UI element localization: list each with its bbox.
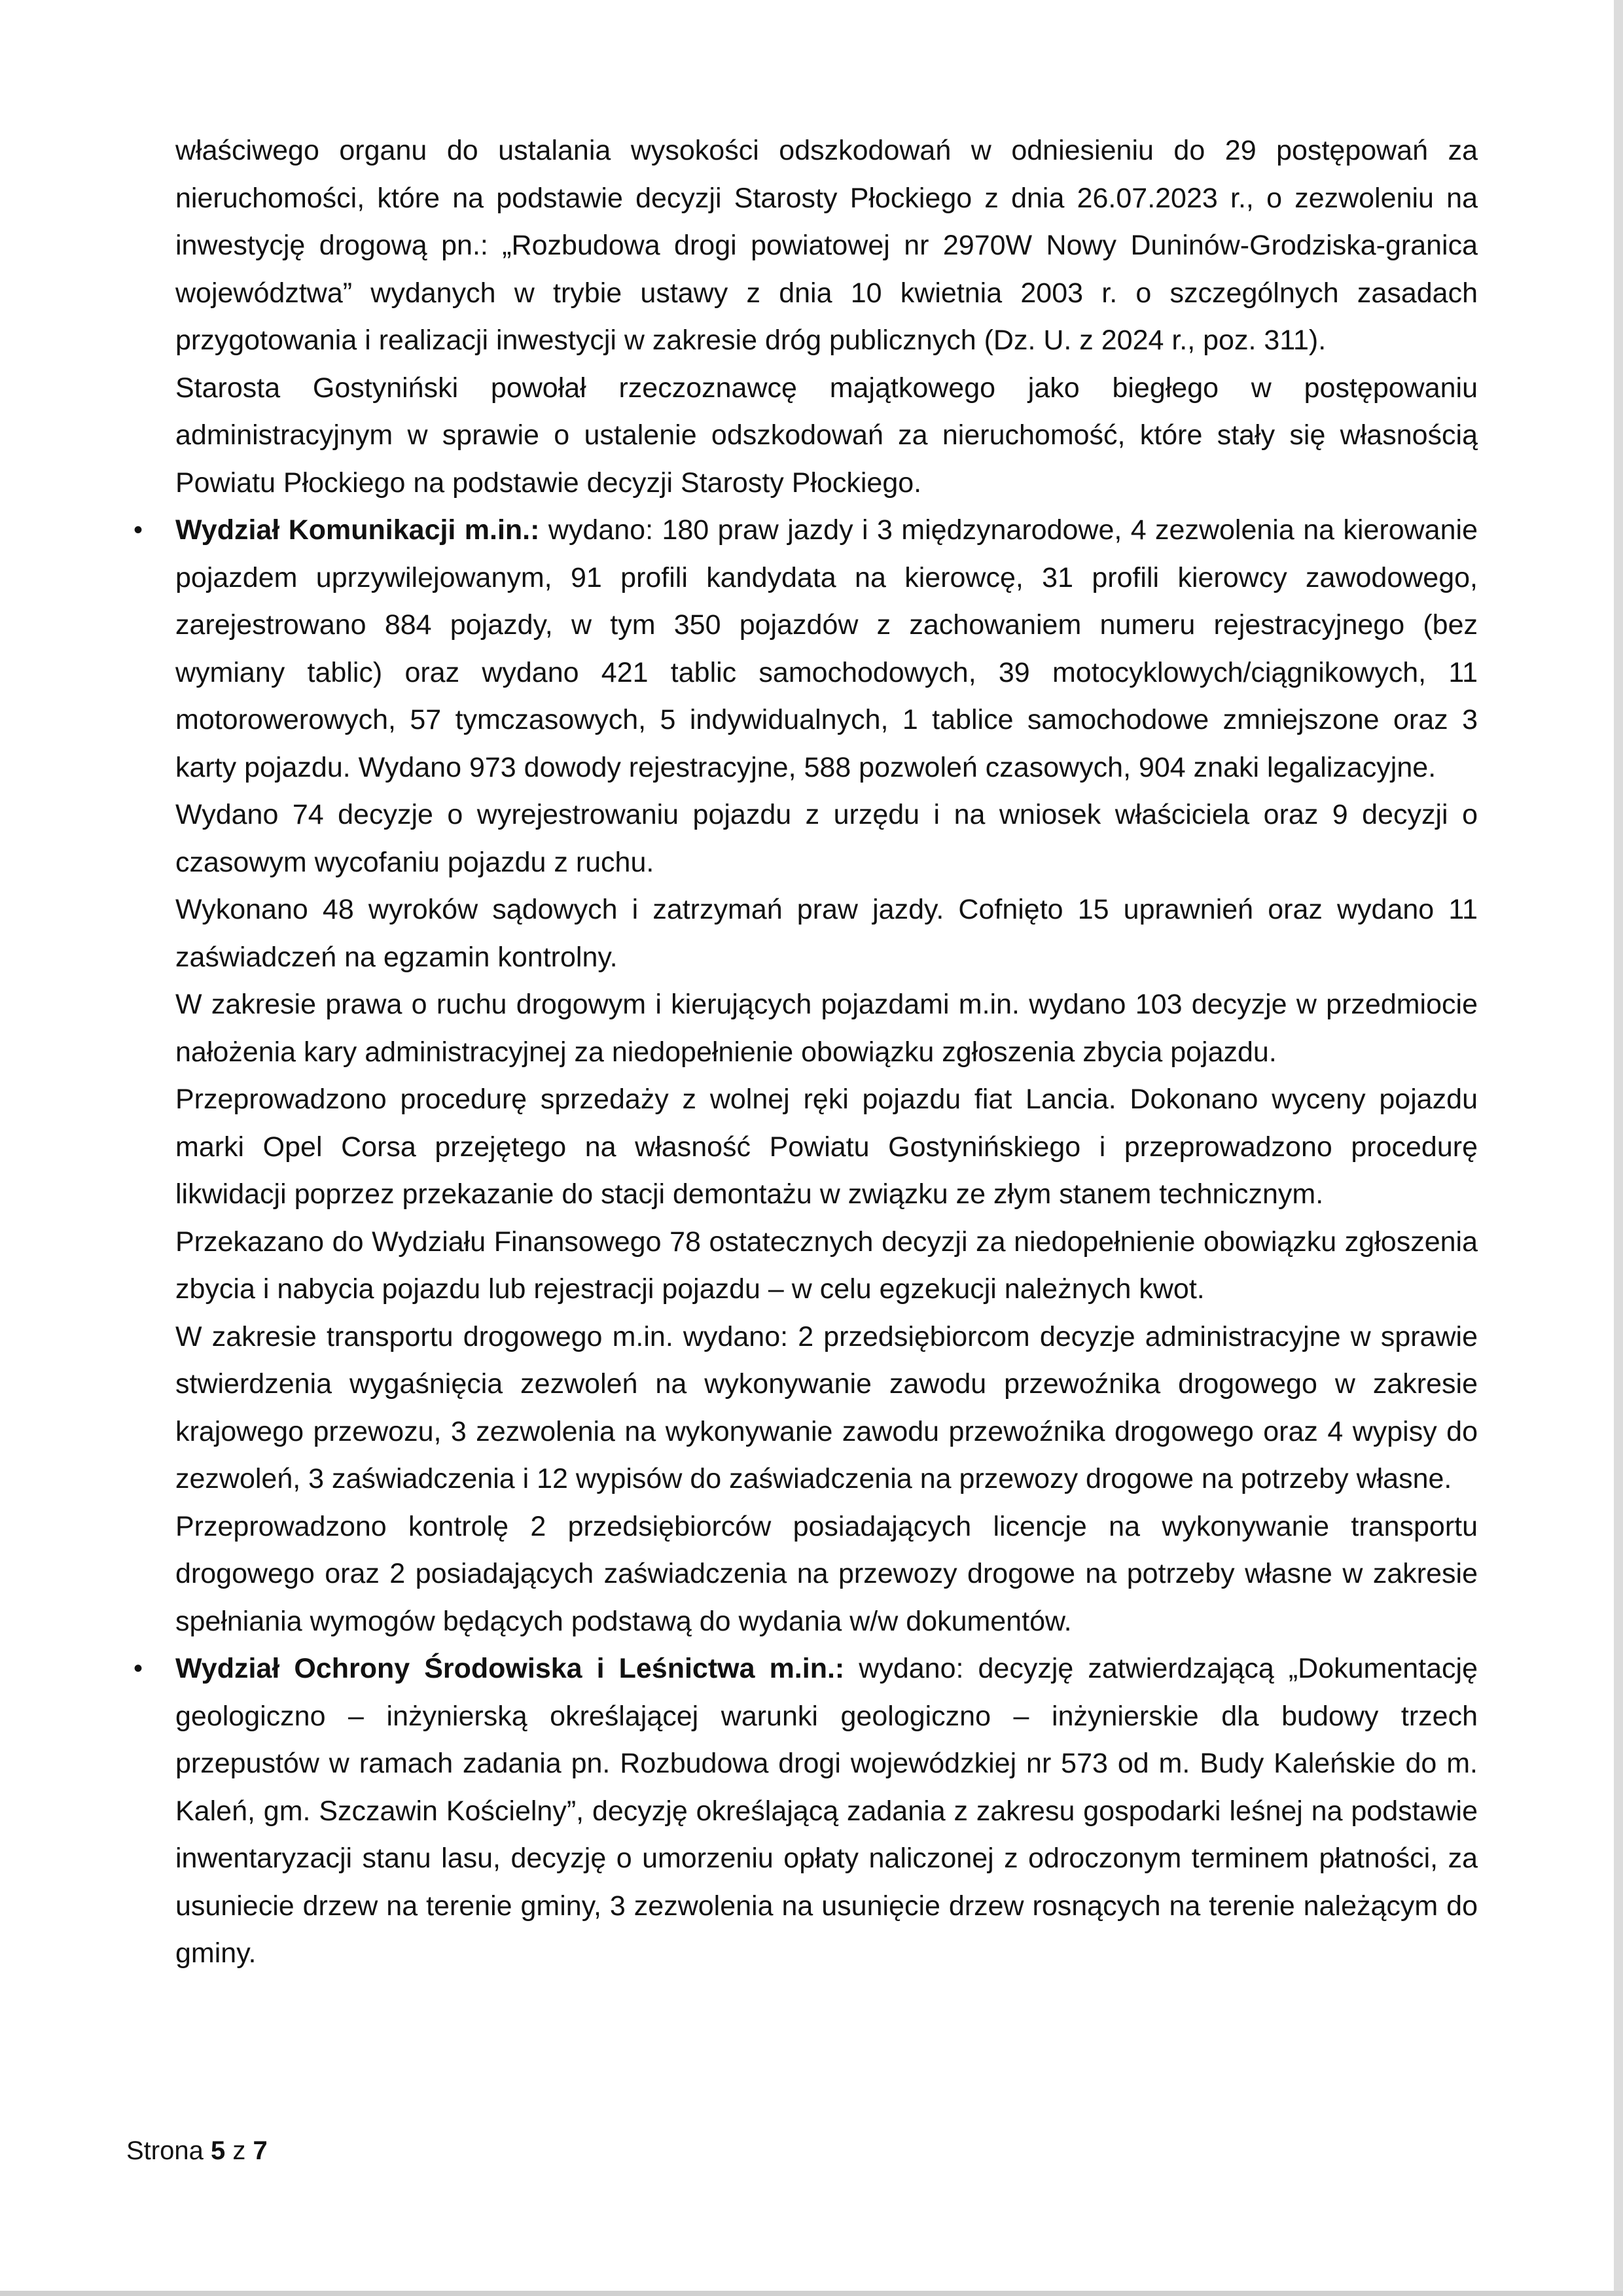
page-separator: z	[232, 2136, 246, 2165]
page-bottom-edge	[0, 2291, 1623, 2296]
ochrona-paragraph-1	[175, 1645, 1478, 1977]
komunikacja-paragraph-2: Wydano 74 decyzje o wyrejestrowaniu pojazdu z urzędu i na wniosek właściciela oraz 9 decyzji o czasowym wycofaniu pojazdu z ruchu.	[175, 799, 1478, 878]
komunikacja-paragraph-8: Przeprowadzono kontrolę 2 przedsiębiorców posiadających licencje na wykonywanie transportu drogowego oraz 2 posiadających zaświadczenia na przewozy drogowe na potrzeby własne w zakresie spełniania wymogów będących podstawą do wydania w/w dokumentów.	[175, 1510, 1478, 1637]
page-total: 7	[253, 2136, 268, 2165]
intro-paragraph-1: właściwego organu do ustalania wysokości odszkodowań w odniesieniu do 29 postępowań za nieruchomości, które na podstawie decyzji Starosty Płockiego z dnia 26.07.2023 r., o zezwoleniu na inwestycję drogową pn.: „Rozbudowa drogi powiatowej nr 2970W Nowy Duninów-Grodziska-granica województwa” wydanych w trybie ustawy z dnia 10 kwietnia 2003 r. o szczególnych zasadach przygotowania i realizacji inwestycji w zakresie dróg publicznych (Dz. U. z 2024 r., poz. 311).	[175, 135, 1478, 356]
komunikacja-paragraph-6: Przekazano do Wydziału Finansowego 78 ostatecznych decyzji za niedopełnienie obowiązku zgłoszenia zbycia i nabycia pojazdu lub rejestracji pojazdu – w celu egzekucji należnych kwot.	[175, 1226, 1478, 1305]
bullet-icon: •	[133, 516, 143, 544]
komunikacja-paragraph-5: Przeprowadzono procedurę sprzedaży z wolnej ręki pojazdu fiat Lancia. Dokonano wyceny pojazdu marki Opel Corsa przejętego na własność Powiatu Gostynińskiego i przeprowadzono procedurę likwidacji poprzez przekazanie do stacji demontażu w związku ze złym stanem technicznym.	[175, 1084, 1478, 1210]
section-ochrona-srodowiska	[133, 1645, 1478, 1977]
komunikacja-paragraph-4: W zakresie prawa o ruchu drogowym i kierujących pojazdami m.in. wydano 103 decyzje w przedmiocie nałożenia kary administracyjnej za niedopełnienie obowiązku zgłoszenia zbycia pojazdu.	[175, 989, 1478, 1068]
komunikacja-heading: Wydział Komunikacji m.in.:	[175, 514, 540, 546]
komunikacja-paragraph-3: Wykonano 48 wyroków sądowych i zatrzymań praw jazdy. Cofnięto 15 uprawnień oraz wydano 11 zaświadczeń na egzamin kontrolny.	[175, 894, 1478, 973]
intro-paragraph-2: Starosta Gostyniński powołał rzeczoznawcę majątkowego jako biegłego w postępowaniu administracyjnym w sprawie o ustalenie odszkodowań za nieruchomość, które stały się własnością Powiatu Płockiego na podstawie decyzji Starosty Płockiego.	[175, 372, 1478, 499]
page-number-footer	[126, 2134, 268, 2167]
page-edge-shadow	[1614, 0, 1623, 2296]
komunikacja-text-1: wydano: 180 praw jazdy i 3 międzynarodowe, 4 zezwolenia na kierowanie pojazdem uprzywilejowanym, 91 profili kandydata na kierowcę, 31 profili kierowcy zawodowego, zarejestrowano 884 pojazdy, w tym 350 pojazdów z zachowaniem numeru rejestracyjnego (bez wymiany tablic) oraz wydano 421 tablic samochodowych, 39 motocyklowych/ciągnikowych, 11 motorowerowych, 57 tymczasowych, 5 indywidualnych, 1 tablice samochodowe zmniejszone oraz 3 karty pojazdu. Wydano 973 dowody rejestracyjne, 588 pozwoleń czasowych, 904 znaki legalizacyjne.	[175, 514, 1478, 783]
document-body	[133, 127, 1478, 1977]
komunikacja-paragraph-7: W zakresie transportu drogowego m.in. wydano: 2 przedsiębiorcom decyzje administracyjne w sprawie stwierdzenia wygaśnięcia zezwoleń na wykonywanie zawodu przewoźnika drogowego w zakresie krajowego przewozu, 3 zezwolenia na wykonywanie zawodu przewoźnika drogowego oraz 4 wypisy do zezwoleń, 3 zaświadczenia i 12 wypisów do zaświadczenia na przewozy drogowe na potrzeby własne.	[175, 1320, 1478, 1494]
page-label: Strona	[126, 2136, 204, 2165]
komunikacja-paragraph-1	[175, 506, 1478, 791]
page-current: 5	[210, 2136, 226, 2165]
ochrona-text-1: wydano: decyzję zatwierdzającą „Dokumentację geologiczno – inżynierską określającej warunki geologiczno – inżynierskie dla budowy trzech przepustów w ramach zadania pn. Rozbudowa drogi wojewódzkiej nr 573 od m. Budy Kaleńskie do m. Kaleń, gm. Szczawin Kościelny”, decyzję określającą zadania z zakresu gospodarki leśnej na podstawie inwentaryzacji stanu lasu, decyzję o umorzeniu opłaty naliczonej z odroczonym terminem płatności, za usuniecie drzew na terenie gminy, 3 zezwolenia na usunięcie drzew rosnących na terenie należącym do gminy.	[175, 1653, 1478, 1969]
ochrona-heading: Wydział Ochrony Środowiska i Leśnictwa m.in.:	[175, 1653, 845, 1684]
bullet-icon: •	[133, 1654, 143, 1683]
section-komunikacja	[133, 506, 1478, 1645]
